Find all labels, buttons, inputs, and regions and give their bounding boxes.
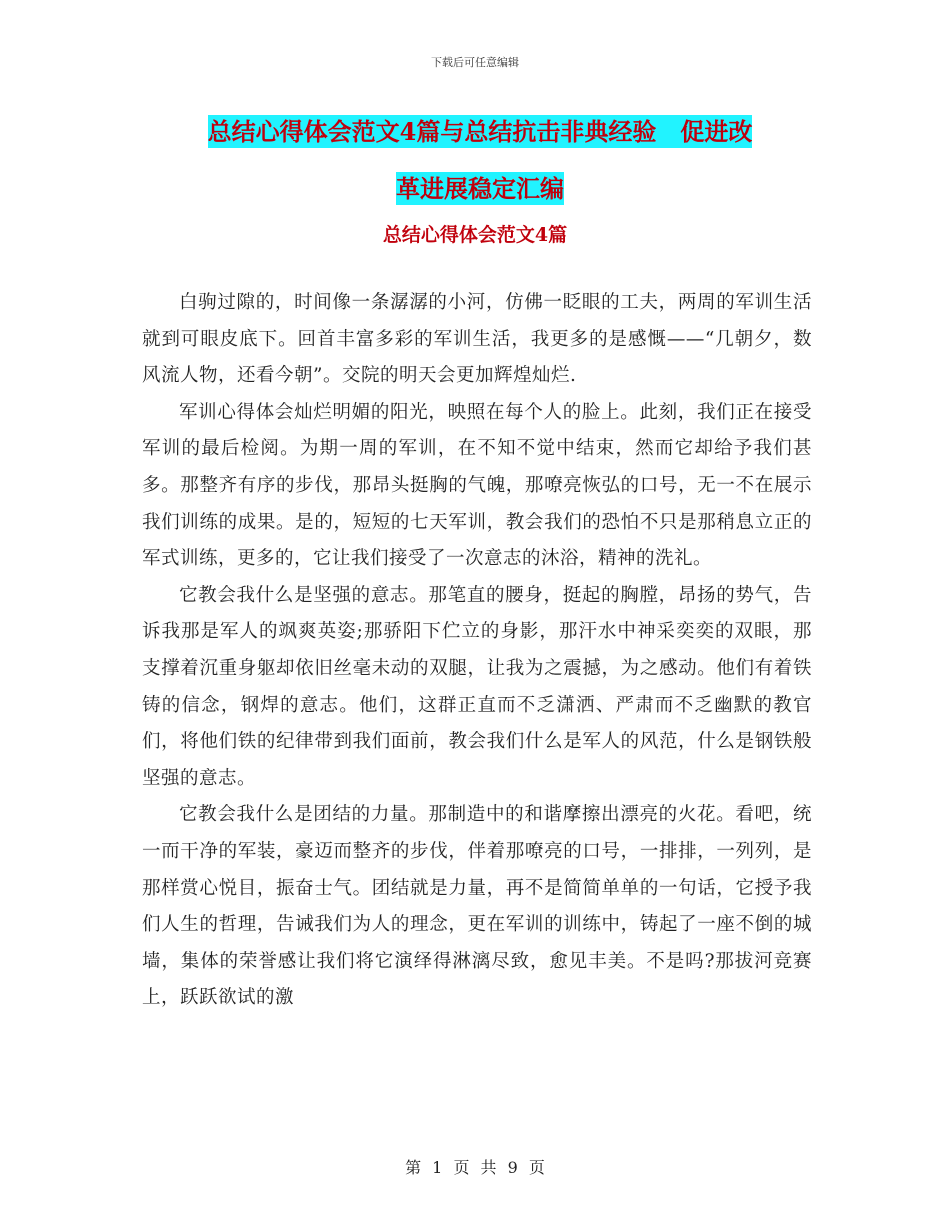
paragraph-4: 它教会我什么是团结的力量。那制造中的和谐摩擦出漂亮的火花。看吧，统一而干净的军装，豪迈而整齐的步伐，伴着那嘹亮的口号，一排排，一列列，是那样赏心悦目，振奋士气。团结就是力量，再不是简简单单的一句话，它授予我们人生的哲理，告诫我们为人的理念，更在军训的训练中，铸起了一座不倒的城墙，集体的荣誉感让我们将它演绎得淋漓尽致，愈见丰美。不是吗?那拔河竞赛上，跃跃欲试的激 <box>142 804 812 1009</box>
paragraph-3: 它教会我什么是坚强的意志。那笔直的腰身，挺起的胸膛，昂扬的势气，告诉我那是军人的飒爽英姿;那骄阳下伫立的身影，那汗水中神采奕奕的双眼，那支撑着沉重身躯却依旧丝毫未动的双腿，让我为之震撼，为之感动。他们有着铁铸的信念，钢焊的意志。他们，这群正直而不乏潇洒、严肃而不乏幽默的教官们，将他们铁的纪律带到我们面前，教会我们什么是军人的风范，什么是钢铁般坚强的意志。 <box>142 584 812 789</box>
document-body <box>142 285 812 1017</box>
paragraph-2: 军训心得体会灿烂明媚的阳光，映照在每个人的脸上。此刻，我们正在接受军训的最后检阅。为期一周的军训，在不知不觉中结束，然而它却给予我们甚多。那整齐有序的步伐，那昂头挺胸的气魄，那嘹亮恢弘的口号，无一不在展示我们训练的成果。是的，短短的七天军训，教会我们的恐怕不只是那稍息立正的军式训练，更多的，它让我们接受了一次意志的沐浴，精神的洗礼。 <box>142 401 812 570</box>
section-title: 总结心得体会范文4篇 <box>382 224 568 246</box>
document-title-line-2: 革进展稳定汇编 <box>396 174 564 203</box>
header-note: 下载后可任意编辑 <box>431 56 519 69</box>
document-title <box>140 103 820 217</box>
document-title-line-1: 总结心得体会范文4篇与总结抗击非典经验 促进改 <box>207 117 753 146</box>
paragraph-1: 白驹过隙的，时间像一条潺潺的小河，仿佛一眨眼的工夫，两周的军训生活就到可眼皮底下。回首丰富多彩的军训生活，我更多的是感慨——“几朝夕，数风流人物，还看今朝”。交院的明天会更加辉煌灿烂. <box>142 292 812 387</box>
page-footer: 第 1 页 共 9 页 <box>405 1158 545 1177</box>
